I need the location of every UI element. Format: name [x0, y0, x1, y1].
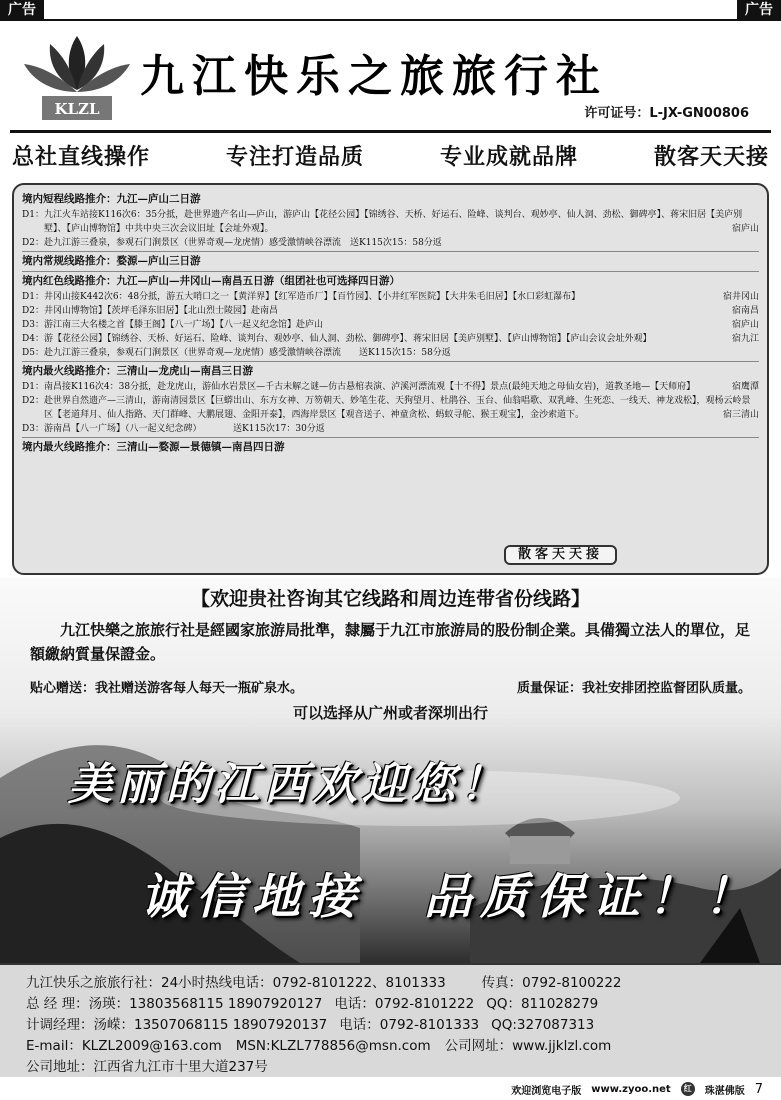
logo-text: KLZL [54, 100, 100, 118]
route-divider [22, 361, 759, 362]
day-label: D5： [22, 348, 44, 358]
quality-note: 质量保证：我社安排团控监督团队质量。 [516, 681, 751, 696]
route-divider [22, 437, 759, 438]
day-stay: 宿井冈山 [722, 292, 759, 302]
agency-intro: 九江快樂之旅旅行社是經國家旅游局批準，隸屬于九江市旅游局的股份制企業。具備獨立法人的單位，足額繳納質量保證金。 [30, 621, 751, 663]
day-text: 游【花径公园】【锦绣谷、天桥、好运石、险峰、谈判台、观妙亭、仙人洞、劲松、御碑亭】、蒋宋旧居【美庐别墅】、【庐山博物馆】【庐山会议会址外观】 宿九江 [44, 334, 759, 344]
planner: 计调经理：汤嵘：13507068115 18907920137 [26, 1017, 328, 1033]
route-day [22, 290, 759, 304]
route-title: 境内短程线路推介：九江—庐山二日游 [22, 193, 201, 205]
top-divider [0, 19, 781, 21]
contact-row [26, 1036, 755, 1057]
slogan-bar [12, 140, 769, 171]
route-day [22, 380, 759, 394]
day-stay: 宿鹰潭 [731, 382, 759, 392]
day-text: 游江南三大名楼之首【滕王阁】【八一广场】【八一起义纪念馆】赴庐山 宿庐山 [44, 320, 759, 330]
day-label: D3： [22, 424, 44, 434]
email[interactable]: E-mail：KLZL2009@163.com [26, 1038, 222, 1054]
day-label: D1： [22, 292, 44, 302]
planner-qq: QQ:327087313 [491, 1017, 595, 1033]
departure-note: 可以选择从广州或者深圳出行 [292, 704, 488, 722]
day-text: 井冈山接K442次6：48分抵，游五大哨口之一【黄洋界】【红军造币厂】【百竹园】、【小井红军医院】【大井朱毛旧居】【水口彩虹瀑布】 宿井冈山 [44, 292, 759, 302]
slogan-2: 专注打造品质 [225, 145, 364, 170]
route-title: 境内常规线路推介：婺源—庐山三日游 [22, 255, 201, 267]
slogan-4: 散客天天接 [653, 145, 769, 170]
ad-tag-right: 广告 [737, 0, 781, 20]
hotline: 九江快乐之旅旅行社：24小时热线电话：0792-8101222、8101333 [26, 975, 446, 991]
integrity-slogan [140, 858, 760, 927]
manager-phone: 电话：0792-8101222 [334, 996, 475, 1012]
day-stay: 宿南昌 [731, 306, 759, 316]
site-link[interactable]: www.zyoo.net [591, 1083, 671, 1095]
day-stay: 宿九江 [731, 334, 759, 344]
route-title: 境内最火线路推介：三清山—婺源—景德镇—南昌四日游 [22, 441, 285, 453]
route-panel [12, 183, 769, 575]
manager-qq: QQ：811028279 [486, 996, 599, 1012]
route-day [22, 236, 759, 250]
day-text: 赴九江游三叠泉，参观石门涧景区（世界奇观—龙虎情）感受激情峡谷漂流 送K115次15：58分返 [44, 238, 442, 248]
edition-label: 珠湛佛版 [704, 1085, 745, 1097]
page-number: 7 [754, 1081, 763, 1097]
msn: MSN:KLZL778856@msn.com [235, 1038, 431, 1054]
day-label: D1： [22, 382, 44, 392]
promise-row [30, 677, 751, 696]
address: 公司地址：江西省九江市十里大道237号 [26, 1059, 268, 1075]
slogan-1: 总社直线操作 [12, 145, 151, 170]
route-day [22, 394, 759, 422]
slogan-3: 专业成就品牌 [439, 145, 578, 170]
ad-tag-left: 广告 [0, 0, 44, 20]
day-label: D2： [22, 396, 44, 406]
day-label: D2： [22, 306, 44, 316]
day-text: 游南昌【八一广场】（八一起义纪念碑） 送K115次17：30分返 [44, 424, 325, 434]
route-title: 境内红色线路推介：九江—庐山—井冈山—南昌五日游（组团社也可选择四日游） [22, 275, 400, 287]
contact-row [26, 1015, 755, 1036]
daily-pickup-badge: 散客天天接 [504, 545, 617, 565]
route-title: 境内最火线路推介：三清山—龙虎山—南昌三日游 [22, 365, 253, 377]
day-text: 九江火车站接K116次6：35分抵，赴世界遗产名山—庐山，游庐山【花径公园】【锦绣谷、天桥、好运石、险峰、谈判台、观妙亭、仙人洞、劲松、御碑亭】、蒋宋旧居【美庐别墅】、【庐山博物馆】中共中央三次会议旧址【会址外观】。 宿庐山 [44, 210, 759, 234]
day-stay: 宿三清山 [722, 410, 759, 420]
day-label: D4： [22, 334, 44, 344]
red-circle-icon: 红 [681, 1082, 695, 1096]
day-stay: 宿庐山 [731, 224, 759, 234]
fax: 传真：0792-8100222 [481, 975, 622, 991]
inquiry-banner: 【欢迎贵社咨询其它线路和周边连带省份线路】 [190, 588, 590, 610]
contact-row [26, 1057, 755, 1078]
page-footer [0, 1078, 781, 1100]
integrity-part-2: 品质保证！！ [424, 869, 761, 925]
day-stay: 宿庐山 [731, 320, 759, 330]
route-divider [22, 271, 759, 272]
manager: 总 经 理：汤瑛：13803568115 18907920127 [26, 996, 323, 1012]
license-number: 许可证号：L-JX-GN00806 [584, 106, 749, 121]
route-day [22, 318, 759, 332]
day-text: 井冈山博物馆】【茨坪毛泽东旧居】【北山烈士陵园】赴南昌 宿南昌 [44, 306, 759, 316]
contact-row [26, 973, 755, 994]
gift-note: 贴心赠送：我社赠送游客每人每天一瓶矿泉水。 [30, 681, 304, 696]
route-day [22, 422, 759, 436]
day-text: 赴九江游三叠泉，参观石门涧景区（世界奇观—龙虎情）感受激情峡谷漂流 送K115次15：58分返 [44, 348, 451, 358]
integrity-part-1: 诚信地接 [140, 869, 365, 925]
route-day [22, 304, 759, 318]
day-label: D1： [22, 210, 44, 220]
day-text: 赴世界自然遗产—三清山，游南清园景区【巨蟒出山、东方女神、万笏朝天、妙笔生花、天狗望月、杜鹃谷、玉台、仙翁唱歌、双乳峰、生死恋、一线天、神龙戏松】，观杨云岭景区【老道拜月、仙人指路、天门群峰、大鹏展翅、金阳开泰】，西海岸景区【观音送子、神童贪松、蚂蚁寻舵、猴王观宝】，金沙索道下。 宿三清山 [44, 396, 759, 420]
contact-row [26, 994, 755, 1015]
day-text: 南昌接K116次4：38分抵，赴龙虎山，游仙水岩景区—千古未解之谜—仿古悬棺表演、泸溪河漂流观【十不得】景点(最纯天地之母仙女岩)，道教圣地—【天师府】 宿鹰潭 [44, 382, 759, 392]
browse-note: 欢迎浏览电子版 [511, 1085, 582, 1097]
agency-name: 九江快乐之旅旅行社 [140, 51, 608, 102]
route-day [22, 332, 759, 346]
route-day [22, 346, 759, 360]
website-link[interactable]: 公司网址：www.jjklzl.com [444, 1038, 612, 1054]
day-label: D3： [22, 320, 44, 330]
day-label: D2： [22, 238, 44, 248]
planner-phone: 电话：0792-8101333 [339, 1017, 480, 1033]
route-divider [22, 251, 759, 252]
welcome-slogan: 美丽的江西欢迎您！ [68, 759, 509, 810]
lotus-logo [18, 30, 136, 122]
header-rule [10, 130, 771, 133]
route-day [22, 208, 759, 236]
contact-panel [0, 963, 781, 1077]
